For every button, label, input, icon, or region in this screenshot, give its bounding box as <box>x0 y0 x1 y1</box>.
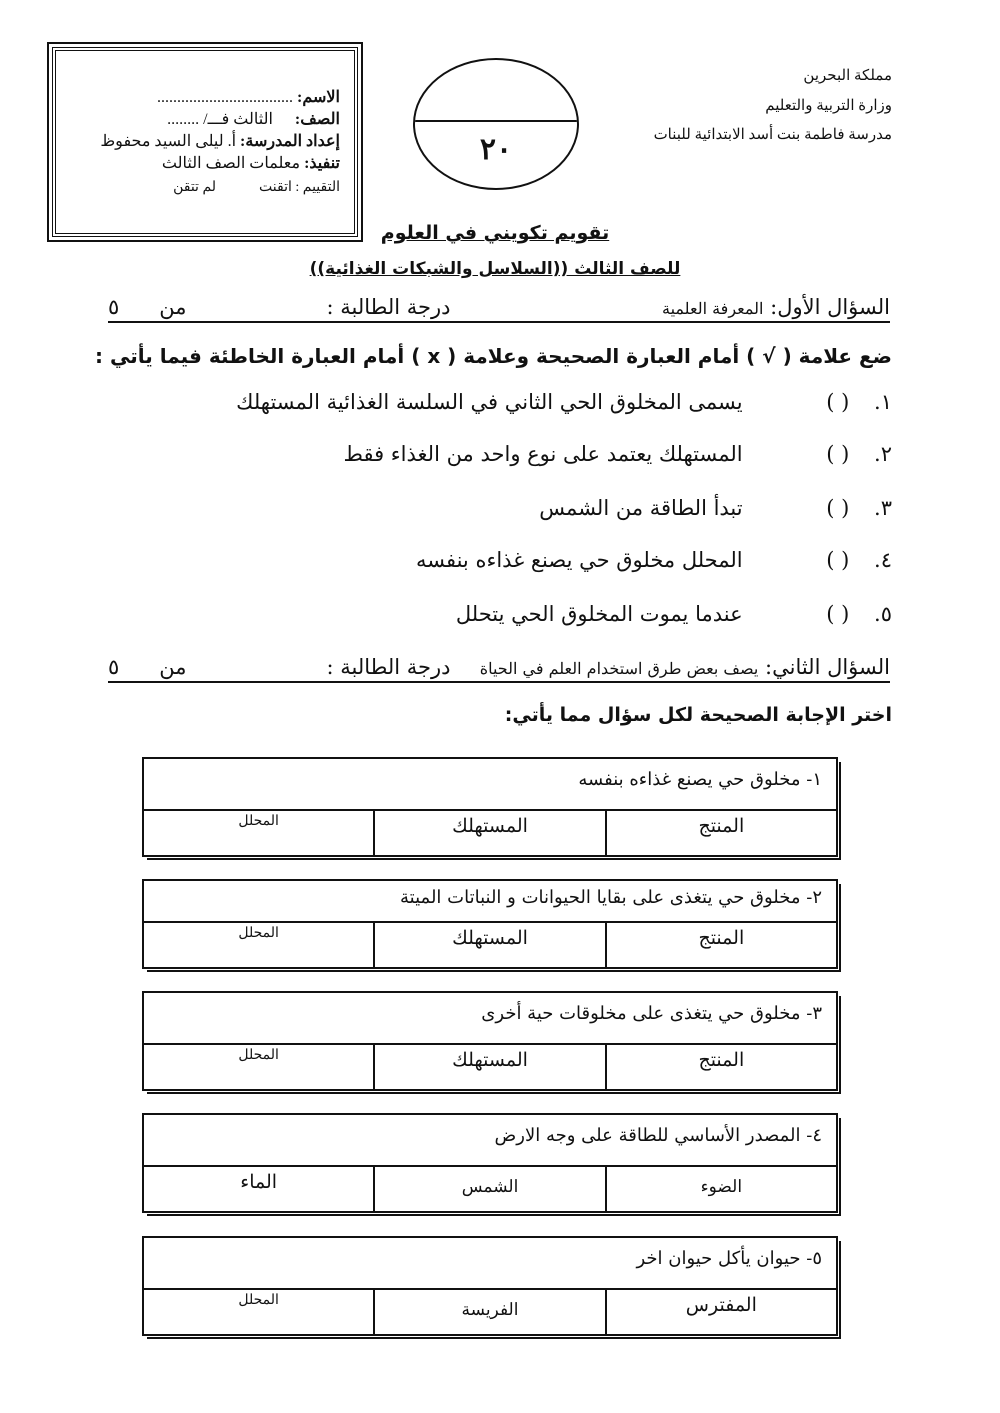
statement-text: عندما يموت المخلوق الحي يتحلل <box>455 602 743 626</box>
statement-number: ٤. <box>874 548 892 572</box>
executed-label: تنفيذ: <box>304 155 340 172</box>
mcq-question: ١- مخلوق حي يصنع غذاءه بنفسه <box>144 759 836 811</box>
sub-title: للصف الثالث ((السلاسل والشبكات الغذائية)) <box>309 259 681 279</box>
statement-text: المستهلك يعتمد على نوع واحد من الغذاء فقط <box>343 442 743 466</box>
executed-row <box>162 153 340 173</box>
question1-grade-label: درجة الطالبة : <box>326 295 451 319</box>
mcq-options <box>144 1045 836 1089</box>
mcq-option[interactable]: المفترس <box>605 1290 836 1334</box>
question2-label: السؤال الثاني: <box>765 655 890 679</box>
mcq-question: ٣- مخلوق حي يتغذى على مخلوقات حية أخرى <box>144 993 836 1045</box>
question2-max: ٥ <box>108 655 120 679</box>
answer-slot[interactable]: ( ) <box>826 442 850 466</box>
mcq-item-4 <box>142 1113 838 1213</box>
mcq-option[interactable]: المستهلك <box>373 811 604 855</box>
mcq-option[interactable]: المنتج <box>605 811 836 855</box>
class-field[interactable]: الثالث فـــ/ ........ <box>167 111 273 128</box>
mcq-option[interactable]: الفريسة <box>373 1290 604 1334</box>
mcq-option[interactable]: المحلل <box>238 1292 279 1308</box>
mcq-option[interactable]: الماء <box>240 1171 278 1193</box>
mcq-item-2 <box>142 879 838 969</box>
statement-text: المحلل مخلوق حي يصنع غذاءه بنفسه <box>415 548 743 572</box>
score-circle <box>413 58 579 190</box>
statement-text: يسمى المخلوق الحي الثاني في السلسة الغذائية المستهلك <box>236 390 743 414</box>
prepared-row <box>100 131 340 151</box>
country-name: مملكة البحرين <box>803 68 892 84</box>
class-row <box>167 109 340 129</box>
ministry-name: وزارة التربية والتعليم <box>765 98 892 114</box>
name-label: الاسم: <box>297 89 340 106</box>
question2-grade-label: درجة الطالبة : <box>326 655 451 679</box>
statement-3 <box>539 496 892 520</box>
statement-2 <box>344 442 892 466</box>
answer-slot[interactable]: ( ) <box>826 390 850 414</box>
evaluation-label: التقييم : <box>295 180 340 195</box>
statement-4 <box>416 548 892 572</box>
mcq-option[interactable]: الضوء <box>605 1167 836 1211</box>
student-info-box <box>52 47 358 237</box>
main-title: تقويم تكويني في العلوم <box>380 222 610 244</box>
answer-slot[interactable]: ( ) <box>826 602 850 626</box>
question1-instruction: ضع علامة ( √ ) أمام العبارة الصحيحة وعلامة ( x ) أمام العبارة الخاطئة فيما يأتي : <box>95 344 892 368</box>
mcq-option[interactable]: المنتج <box>605 1045 836 1089</box>
statement-5 <box>456 602 892 626</box>
statement-number: ٣. <box>874 496 892 520</box>
question2-grade-field[interactable] <box>227 655 287 679</box>
score-total: ٢٠ <box>479 132 513 167</box>
mcq-options <box>144 811 836 855</box>
statement-text: تبدأ الطاقة من الشمس <box>539 496 743 520</box>
answer-slot[interactable]: ( ) <box>826 496 850 520</box>
mcq-item-5 <box>142 1236 838 1336</box>
school-name: مدرسة فاطمة بنت أسد الابتدائية للبنات <box>653 127 892 143</box>
mcq-option[interactable]: المنتج <box>605 923 836 967</box>
mcq-options <box>144 1290 836 1334</box>
score-divider <box>415 120 577 122</box>
question2-instruction: اختر الإجابة الصحيحة لكل سؤال مما يأتي: <box>504 704 892 726</box>
question1-grade-field[interactable] <box>227 295 287 319</box>
mcq-question: ٥- حيوان يأكل حيوان اخر <box>144 1238 836 1290</box>
executed-value: معلمات الصف الثالث <box>161 155 301 172</box>
statement-number: ٢. <box>874 442 892 466</box>
class-label: الصف: <box>294 111 340 128</box>
mcq-item-3 <box>142 991 838 1091</box>
evaluation-not-mastered[interactable]: لم تتقن <box>173 180 217 195</box>
statement-1 <box>236 390 892 414</box>
prepared-label: إعداد المدرسة: <box>240 133 340 150</box>
mcq-question: ٢- مخلوق حي يتغذى على بقايا الحيوانات و النباتات الميتة <box>144 881 836 923</box>
statement-number: ٥. <box>874 602 892 626</box>
name-field[interactable]: .................................. <box>157 89 294 106</box>
mcq-option[interactable]: المستهلك <box>373 1045 604 1089</box>
mcq-option[interactable]: المحلل <box>238 925 279 941</box>
mcq-options <box>144 1167 836 1211</box>
prepared-value: أ. ليلى السيد محفوظ <box>100 133 237 150</box>
question2-header <box>108 655 890 683</box>
evaluation-mastered[interactable]: اتقنت <box>259 180 292 195</box>
mcq-option[interactable]: المحلل <box>238 813 279 829</box>
answer-slot[interactable]: ( ) <box>826 548 850 572</box>
mcq-options <box>144 923 836 967</box>
question2-out-of: من <box>159 655 187 679</box>
question1-max: ٥ <box>108 295 120 319</box>
name-row <box>157 87 340 107</box>
question1-out-of: من <box>159 295 187 319</box>
mcq-option[interactable]: الشمس <box>373 1167 604 1211</box>
question1-header <box>108 295 890 323</box>
question2-topic: يصف بعض طرق استخدام العلم في الحياة <box>479 659 759 678</box>
mcq-option[interactable]: المستهلك <box>373 923 604 967</box>
evaluation-row <box>173 179 340 196</box>
question1-label: السؤال الأول: <box>770 295 890 319</box>
mcq-question: ٤- المصدر الأساسي للطاقة على وجه الارض <box>144 1115 836 1167</box>
statement-number: ١. <box>874 390 892 414</box>
mcq-item-1 <box>142 757 838 857</box>
mcq-option[interactable]: المحلل <box>238 1047 279 1063</box>
question1-topic: المعرفة العلمية <box>662 299 764 318</box>
